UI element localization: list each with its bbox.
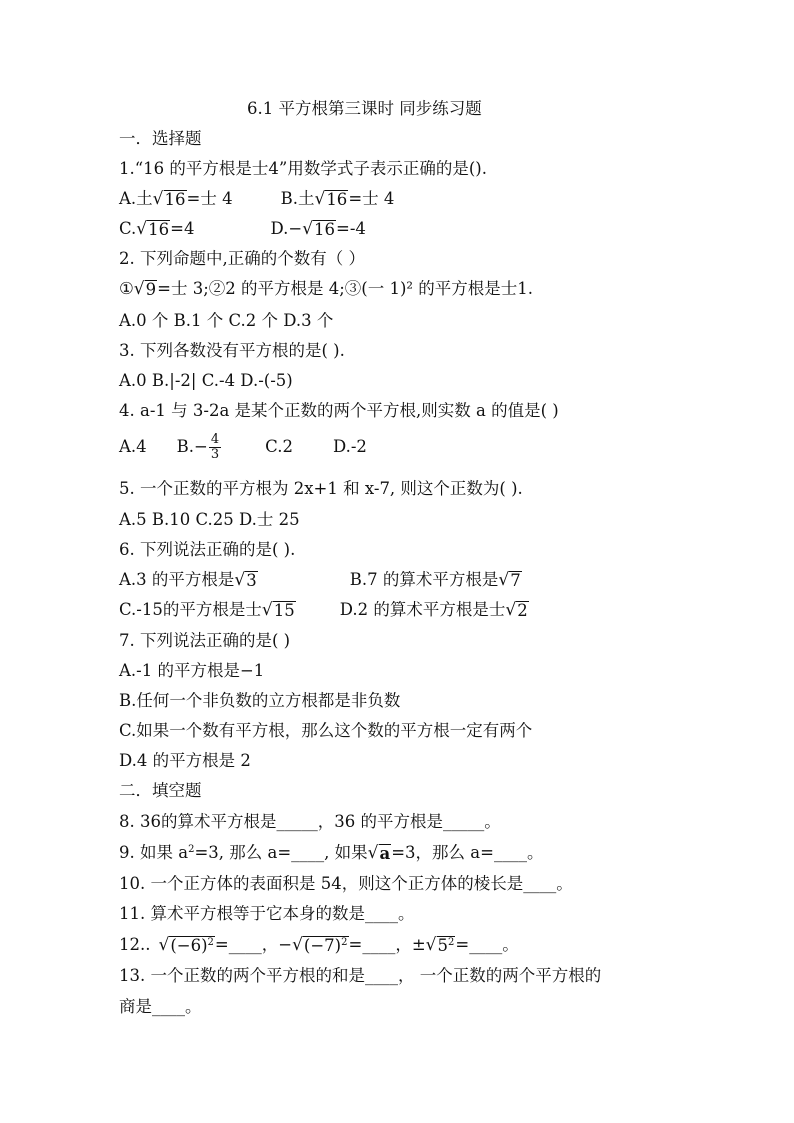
page-title: 6.1 平方根第三课时 同步练习题 (247, 99, 482, 118)
question-6-options-cd (119, 600, 529, 620)
option-a-suffix: =士 4 (186, 189, 233, 208)
option-c: C.2 (265, 437, 293, 456)
option-d-prefix: D.2 的算术平方根是士 (339, 600, 506, 619)
option-d-prefix: D.− (270, 219, 303, 238)
question-9 (119, 843, 543, 863)
radicand (169, 936, 215, 955)
fraction (209, 433, 221, 462)
blank-segment: =____，− (214, 935, 293, 954)
section-heading-fill: 二．填空题 (119, 781, 202, 800)
sqrt-symbol: √ a (367, 843, 391, 863)
question-3-stem: 3. 下列各数没有平方根的是( ). (119, 341, 345, 360)
option-c-prefix: C.-15的平方根是士 (119, 600, 262, 619)
sqrt-symbol: √ 15 (261, 600, 295, 620)
statement-text: =士 3;②2 的平方根是 4;③(一 1)² 的平方根是士1. (157, 279, 534, 298)
question-7-option-c: C.如果一个数有平方根，那么这个数的平方根一定有两个 (119, 721, 533, 740)
question-9-suffix: =3，那么 a=____。 (391, 843, 544, 862)
option-a-prefix: A.土 (119, 189, 153, 208)
question-9-middle: =3, 那么 a=____, 如果 (194, 843, 368, 862)
exponent: 2 (207, 937, 214, 948)
exponent: 2 (448, 937, 455, 948)
radicand: 16 (164, 190, 186, 209)
sqrt-symbol: √ $(-6)^2$ (158, 935, 214, 955)
numerator: 4 (210, 432, 220, 447)
radicand-base: (−7) (303, 936, 342, 955)
radicand: a (379, 844, 391, 863)
option-a-prefix: A.3 的平方根是 (119, 570, 235, 589)
denominator: 3 (210, 447, 220, 462)
sqrt-symbol: √ 3 (234, 570, 257, 590)
radicand-base: 5 (437, 936, 448, 955)
question-13-line-2: 商是____。 (119, 997, 202, 1016)
sqrt-symbol: √ 16 (314, 189, 348, 209)
question-10: 10. 一个正方体的表面积是 54，则这个正方体的棱长是____。 (119, 874, 573, 893)
sqrt-symbol: √ $(-7)^2$ (292, 935, 348, 955)
question-1-stem: 1.“16 的平方根是士4”用数学式子表示正确的是(). (119, 159, 487, 178)
question-2-options: A.0 个 B.1 个 C.2 个 D.3 个 (119, 311, 334, 330)
sqrt-symbol: √ 7 (498, 570, 521, 590)
question-2-stem: 2. 下列命题中,正确的个数有（ ） (119, 249, 365, 268)
question-8: 8. 36的算术平方根是_____，36 的平方根是_____。 (119, 812, 501, 831)
radicand: 16 (314, 220, 336, 239)
option-a: A.4 (119, 437, 147, 456)
question-12 (119, 935, 519, 955)
question-5-stem: 5. 一个正数的平方根为 2x+1 和 x-7, 则这个正数为( ). (119, 479, 523, 498)
question-9-prefix: 9. 如果 a (119, 843, 189, 862)
sqrt-symbol: √ 2 (505, 600, 528, 620)
radicand: 16 (326, 190, 348, 209)
question-7-option-d: D.4 的平方根是 2 (119, 751, 251, 770)
radicand: 16 (148, 220, 170, 239)
option-b-prefix: B.7 的算术平方根是 (349, 570, 499, 589)
option-b-prefix: B.− (176, 437, 208, 456)
exponent: 2 (341, 937, 348, 948)
section-heading-choice: 一．选择题 (119, 129, 202, 148)
question-6-stem: 6. 下列说法正确的是( ). (119, 540, 296, 559)
sqrt-symbol: √ 16 (152, 189, 186, 209)
exponent: 2 (188, 844, 195, 855)
question-11: 11. 算术平方根等于它本身的数是____。 (119, 904, 415, 923)
question-7-option-a: A.-1 的平方根是−1 (119, 661, 265, 680)
sqrt-symbol: √ $5^2$ (425, 935, 455, 955)
question-4-options (119, 432, 367, 462)
radicand: 3 (246, 571, 257, 590)
radicand (303, 936, 349, 955)
radicand: 7 (510, 571, 521, 590)
question-4-stem: 4. a-1 与 3-2a 是某个正数的两个平方根,则实数 a 的值是( ) (119, 401, 559, 420)
statement-marker: ① (119, 279, 134, 298)
sqrt-symbol: √ 16 (136, 219, 170, 239)
sqrt-symbol: √ 16 (302, 219, 336, 239)
option-b-suffix: =士 4 (348, 189, 395, 208)
option-d: D.-2 (332, 437, 367, 456)
question-1-options-cd (119, 219, 366, 239)
question-13-line-1: 13. 一个正数的两个平方根的和是____， 一个正数的两个平方根的 (119, 966, 602, 985)
option-b-prefix: B.土 (280, 189, 315, 208)
sqrt-symbol: √ 9 (133, 279, 157, 299)
radicand-base: (−6) (170, 936, 208, 955)
question-5-options: A.5 B.10 C.25 D.士 25 (119, 510, 300, 529)
option-c-prefix: C. (119, 219, 137, 238)
question-7-option-b: B.任何一个非负数的立方根都是非负数 (119, 691, 401, 710)
option-d-suffix: =-4 (336, 219, 366, 238)
radicand: 9 (145, 280, 157, 299)
blank-segment: =____。 (455, 935, 519, 954)
question-6-options-ab (119, 570, 522, 590)
option-c-suffix: =4 (170, 219, 195, 238)
question-3-options: A.0 B.|-2| C.-4 D.-(-5) (119, 371, 293, 390)
radicand (437, 936, 456, 955)
blank-segment: =____，± (348, 935, 426, 954)
radicand: 15 (273, 601, 295, 620)
question-12-number: 12.. (119, 935, 151, 954)
radicand: 2 (517, 601, 528, 620)
question-2-statements (119, 279, 533, 299)
question-7-stem: 7. 下列说法正确的是( ) (119, 631, 291, 650)
question-1-options-ab (119, 189, 394, 209)
